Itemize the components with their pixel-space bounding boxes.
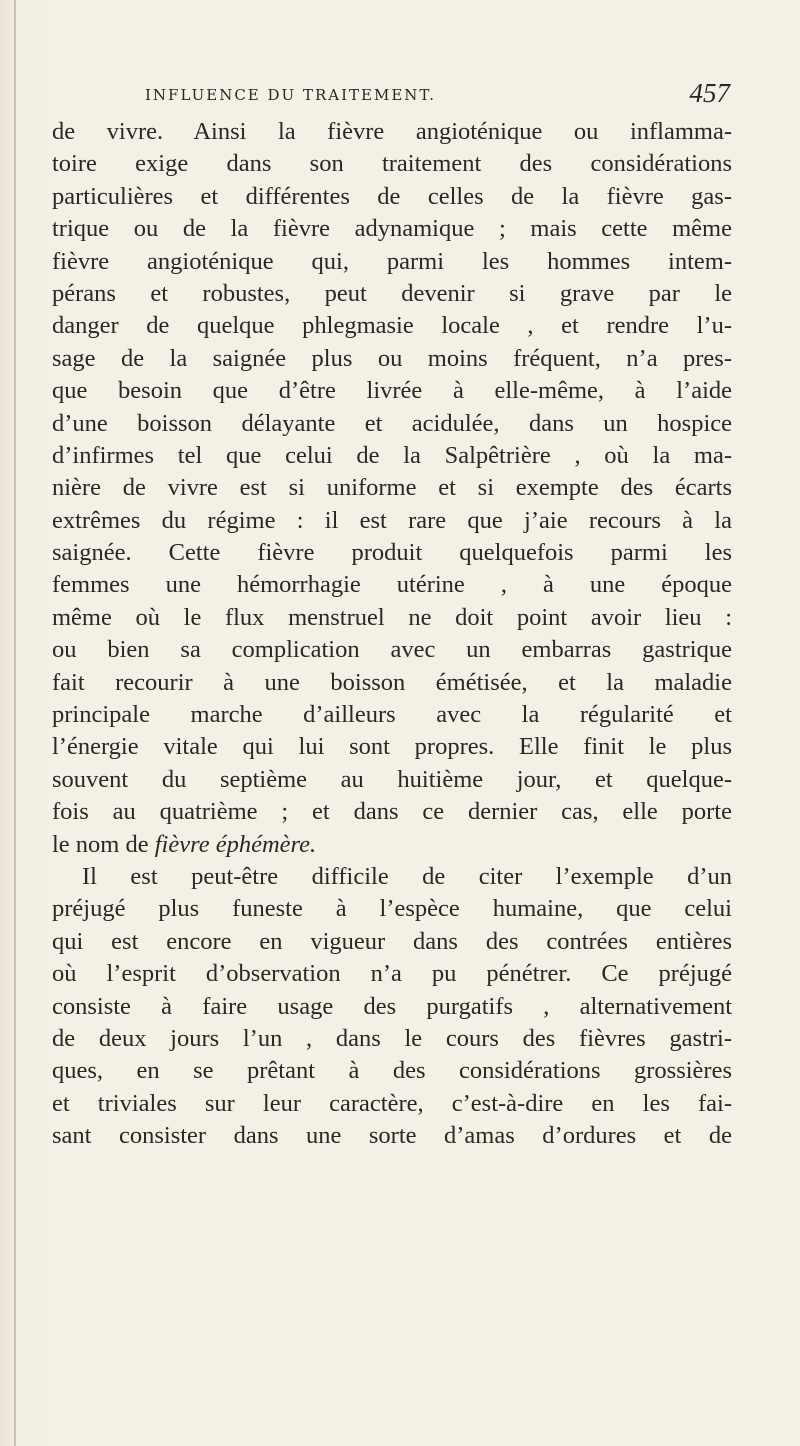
- text-line: de vivre. Ainsi la fièvre angioténique ou inflamma-: [52, 118, 732, 145]
- text-line: que besoin que d’être livrée à elle-même, à l’aide: [52, 377, 732, 405]
- text-line: souvent du septième au huitième jour, et quelque-: [52, 765, 732, 793]
- body-text: [52, 116, 732, 1153]
- text-line: femmes une hémorrhagie utérine , à une époque: [52, 571, 732, 599]
- text-line: toire exige dans son traitement des considérations: [52, 150, 732, 178]
- paragraph-end-line: [52, 829, 732, 861]
- text-line: et triviales sur leur caractère, c’est-à-dire en les fai-: [52, 1089, 732, 1117]
- text-line: fait recourir à une boisson émétisée, et la maladie: [52, 668, 732, 696]
- italic-term: fièvre éphémère.: [154, 830, 317, 858]
- text-span: le nom de: [52, 830, 155, 858]
- text-line: fièvre angioténique qui, parmi les hommes intem-: [52, 247, 732, 275]
- text-line: où l’esprit d’observation n’a pu pénétrer. Ce préjugé: [52, 960, 732, 988]
- page-number: 457: [689, 78, 730, 108]
- text-line: extrêmes du régime : il est rare que j’aie recours à la: [52, 506, 732, 534]
- text-line: qui est encore en vigueur dans des contrées entières: [52, 927, 732, 955]
- text-line: fois au quatrième ; et dans ce dernier cas, elle porte: [52, 798, 732, 826]
- text-line: consiste à faire usage des purgatifs , alternativement: [52, 992, 732, 1020]
- text-line: l’énergie vitale qui lui sont propres. Elle finit le plus: [52, 733, 732, 761]
- text-line: nière de vivre est si uniforme et si exempte des écarts: [52, 474, 732, 502]
- text-line: principale marche d’ailleurs avec la régularité et: [52, 701, 732, 729]
- page-header: [145, 78, 730, 112]
- text-line: sage de la saignée plus ou moins fréquent, n’a pres-: [52, 344, 732, 372]
- paragraph-start-line: Il est peut-être difficile de citer l’exemple d’un: [82, 862, 732, 890]
- text-line: de deux jours l’un , dans le cours des fièvres gastri-: [52, 1024, 732, 1052]
- text-line: particulières et différentes de celles de la fièvre gas-: [52, 182, 732, 210]
- text-line: ques, en se prêtant à des considérations grossières: [52, 1057, 732, 1085]
- text-line: danger de quelque phlegmasie locale , et rendre l’u-: [52, 312, 732, 340]
- text-line: ou bien sa complication avec un embarras gastrique: [52, 636, 732, 664]
- page-gutter: [14, 0, 16, 1446]
- text-line: même où le flux menstruel ne doit point avoir lieu :: [52, 603, 732, 631]
- text-line: trique ou de la fièvre adynamique ; mais cette même: [52, 215, 732, 243]
- text-line: préjugé plus funeste à l’espèce humaine, que celui: [52, 895, 732, 923]
- text-line: d’infirmes tel que celui de la Salpêtrière , où la ma-: [52, 441, 732, 469]
- running-head: INFLUENCE DU TRAITEMENT.: [145, 86, 436, 104]
- text-line: sant consister dans une sorte d’amas d’ordures et de: [52, 1122, 732, 1150]
- text-line: pérans et robustes, peut devenir si grave par le: [52, 279, 732, 307]
- text-line: saignée. Cette fièvre produit quelquefois parmi les: [52, 539, 732, 567]
- text-line: d’une boisson délayante et acidulée, dans un hospice: [52, 409, 732, 437]
